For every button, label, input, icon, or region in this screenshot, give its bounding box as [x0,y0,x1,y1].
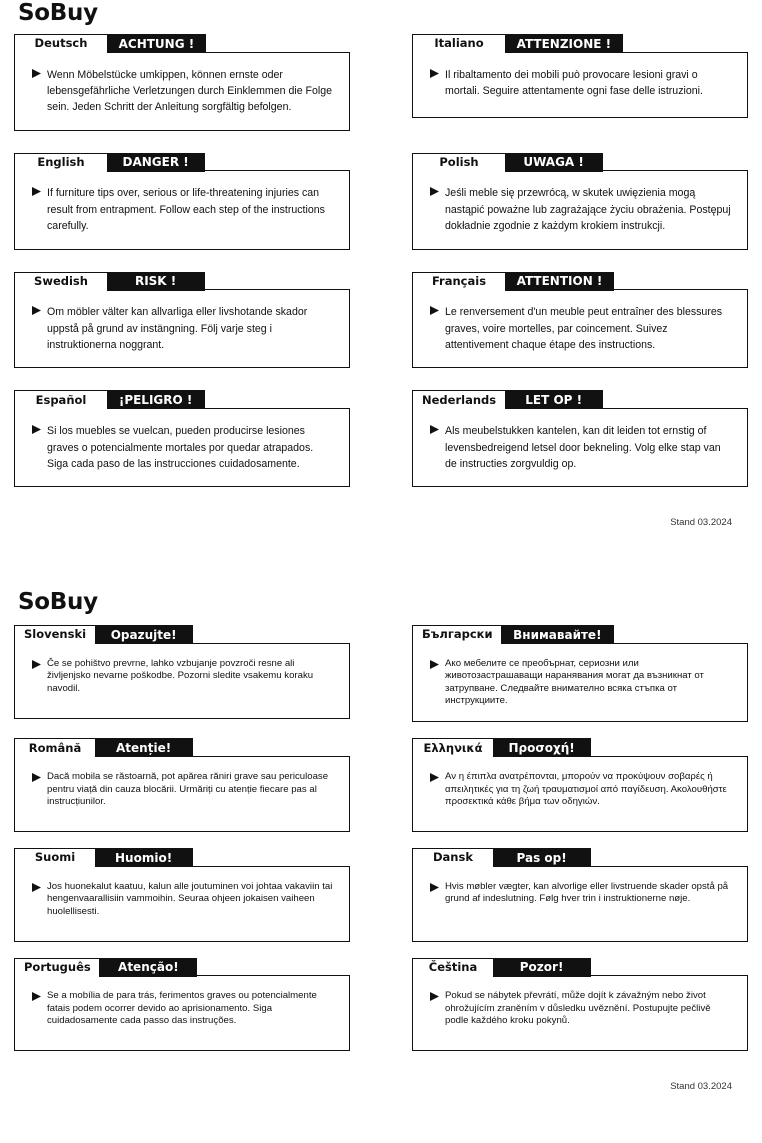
brand-logo: SoBuy [18,589,98,615]
alert-badge: Pozor! [493,958,591,977]
triangle-right-icon [25,185,47,197]
warning-text: Le renversement d'un meuble peut entraîner des blessures graves, voire mortelles, par coincement. Suivez attentivement chaque étape des instructions. [445,306,723,352]
warning-text: Jos huonekalut kaatuu, kalun alle joutuminen voi johtaa vakaviin tai hengenvaarallisiin vammoihin. Seuraa ohjeen jokaisen vaiheen huolellisesti. [47,880,333,917]
warning-card [14,738,350,832]
language-label: Italiano [412,34,506,53]
warning-card-body [14,975,350,1051]
revision-stamp-page-1: Stand 03.2024 [670,517,732,529]
triangle-right-icon [25,771,47,783]
warning-card [412,272,748,369]
warning-text: Si los muebles se vuelcan, pueden producirse lesiones graves o potencialmente mortales por quedar atrapados. Siga cada paso de las instrucciones cuidadosamente. [47,425,314,470]
alert-badge: Atenção! [99,958,197,977]
warning-card [14,848,350,942]
warning-text: If furniture tips over, serious or life-threatening injuries can result from entrapment. Follow each step of the instructions carefully. [47,187,325,233]
warning-card-header [14,390,350,409]
alert-badge: Huomio! [95,848,193,867]
warning-card-body [14,408,350,487]
warning-text: Wenn Möbelstücke umkippen, können ernste oder lebensgefährliche Verletzungen durch Einklemmen die Folge sein. Jeden Schritt der Anleitung sorgfältig befolgen. [47,68,333,114]
triangle-right-icon [25,881,47,893]
warning-text: Αν η έπιπλα ανατρέπονται, μπορούν να προκύψουν σοβαρές ή απειλητικές για τη ζωή τραυματισμοί από παγίδευση. Ακολουθήστε προσεκτικά κάθε βήμα των οδηγιών. [445,771,727,808]
language-label: English [14,153,108,172]
warning-card-body [412,866,748,942]
warning-text: Ако мебелите се преобърнат, сериозни или животозастрашаващи наранявания могат да възникнат от затрупване. Следвайте внимателно всяка стъпка от инструкциите. [445,657,704,707]
language-label: Slovenski [14,625,96,644]
warning-text: Il ribaltamento dei mobili può provocare lesioni gravi o mortali. Seguire attentamente ogni fase delle istruzioni. [445,68,703,98]
warning-text: Če se pohištvo prevrne, lahko vzbujanje povzroči resne ali življenjsko nevarne poškodbe. Pozorni sledite vsakemu koraku navodil. [47,657,314,694]
warning-card [412,153,748,250]
triangle-right-icon [25,304,47,316]
warning-card-header [14,738,350,757]
warning-card [14,153,350,250]
revision-stamp-page-2: Stand 03.2024 [670,1081,732,1093]
alert-badge: ATTENZIONE ! [505,34,624,53]
warning-card [14,272,350,369]
warning-card-header [14,848,350,867]
warning-card [412,625,748,722]
warning-text: Hvis møbler vægter, kan alvorlige eller livstruende skader opstå på grund af indeslutning. Følg hver trin i instruktionerne nøje. [445,880,729,905]
triangle-right-icon [423,67,445,79]
triangle-right-icon [25,67,47,79]
warning-card-header [14,958,350,977]
warning-card [14,34,350,131]
language-label: Português [14,958,101,977]
language-label: Deutsch [14,34,108,53]
alert-badge: UWAGA ! [505,153,603,172]
language-label: Suomi [14,848,96,867]
warning-card-header [412,390,748,409]
triangle-right-icon [25,658,47,670]
warning-card [412,958,748,1052]
warning-card [412,738,748,832]
triangle-right-icon [423,771,445,783]
language-label: Español [14,390,108,409]
alert-badge: Opazujte! [95,625,193,644]
language-label: Nederlands [412,390,506,409]
warning-card-grid-page-1 [14,34,748,509]
warning-card-header [412,958,748,977]
alert-badge: ACHTUNG ! [107,34,207,53]
warning-sheet-page-2 [0,575,762,1143]
warning-card-body [412,643,748,723]
triangle-right-icon [25,423,47,435]
alert-badge: RISK ! [107,272,205,291]
warning-card-body [14,170,350,249]
language-label: Français [412,272,506,291]
alert-badge: LET OP ! [505,390,603,409]
warning-card-body [14,866,350,942]
language-label: Dansk [412,848,494,867]
warning-text: Als meubelstukken kantelen, kan dit leiden tot ernstig of levensbedreigend letsel door bekneling. Volg elke stap van de instructies zorgvuldig op. [445,425,721,470]
warning-card-header [412,848,748,867]
warning-card-body [412,52,748,118]
warning-card-header [412,272,748,291]
language-label: Română [14,738,96,757]
language-label: Български [412,625,503,644]
warning-card [412,34,748,131]
triangle-right-icon [25,990,47,1002]
triangle-right-icon [423,990,445,1002]
warning-card [14,390,350,487]
warning-card [14,625,350,722]
brand-logo: SoBuy [18,0,98,26]
warning-card [14,958,350,1052]
triangle-right-icon [423,658,445,670]
alert-badge: DANGER ! [107,153,205,172]
warning-card [412,848,748,942]
alert-badge: Внимавайте! [501,625,613,644]
warning-card [412,390,748,487]
triangle-right-icon [423,881,445,893]
language-label: Ελληνικά [412,738,494,757]
warning-card-header [412,34,748,53]
warning-card-body [412,975,748,1051]
warning-card-body [14,289,350,368]
warning-text: Pokud se nábytek převrátí, může dojít k závažným nebo život ohrožujícím zraněním v důsledku uvěznění. Postupujte pečlivě podle každého kroku pokynů. [445,990,711,1027]
warning-text: Jeśli meble się przewrócą, w skutek uwięzienia mogą nastąpić poważne lub zagrażające życiu obrażenia. Postępuj dokładnie zgodnie z każdym krokiem instrukcji. [445,187,731,233]
alert-badge: ¡PELIGRO ! [107,390,205,409]
warning-card-grid-page-2 [14,625,748,1067]
language-label: Swedish [14,272,108,291]
alert-badge: Atenție! [95,738,193,757]
warning-card-body [412,408,748,487]
warning-card-body [412,756,748,832]
language-label: Čeština [412,958,494,977]
warning-card-body [14,756,350,832]
warning-text: Dacă mobila se răstoarnă, pot apărea răniri grave sau periculoase pentru viață din cauza blocării. Urmăriți cu atenție fiecare pas al instrucțiunilor. [47,771,329,808]
warning-card-header [14,153,350,172]
warning-card-header [412,738,748,757]
warning-card-header [412,625,748,644]
alert-badge: Pas op! [493,848,591,867]
warning-card-header [412,153,748,172]
warning-card-header [14,272,350,291]
triangle-right-icon [423,185,445,197]
warning-card-header [14,625,350,644]
warning-text: Se a mobília de para trás, ferimentos graves ou potencialmente fatais podem ocorrer devido ao aprisionamento. Siga cuidadosamente cada passo das instruções. [47,990,317,1027]
alert-badge: Προσοχή! [493,738,591,757]
warning-card-body [14,52,350,131]
warning-card-header [14,34,350,53]
triangle-right-icon [423,304,445,316]
warning-text: Om möbler välter kan allvarliga eller livshotande skador uppstå på grund av instängning. Följ varje steg i instruktionerna noggrant. [47,306,308,352]
warning-card-body [14,643,350,719]
language-label: Polish [412,153,506,172]
alert-badge: ATTENTION ! [505,272,615,291]
triangle-right-icon [423,423,445,435]
warning-card-body [412,170,748,249]
warning-card-body [412,289,748,368]
